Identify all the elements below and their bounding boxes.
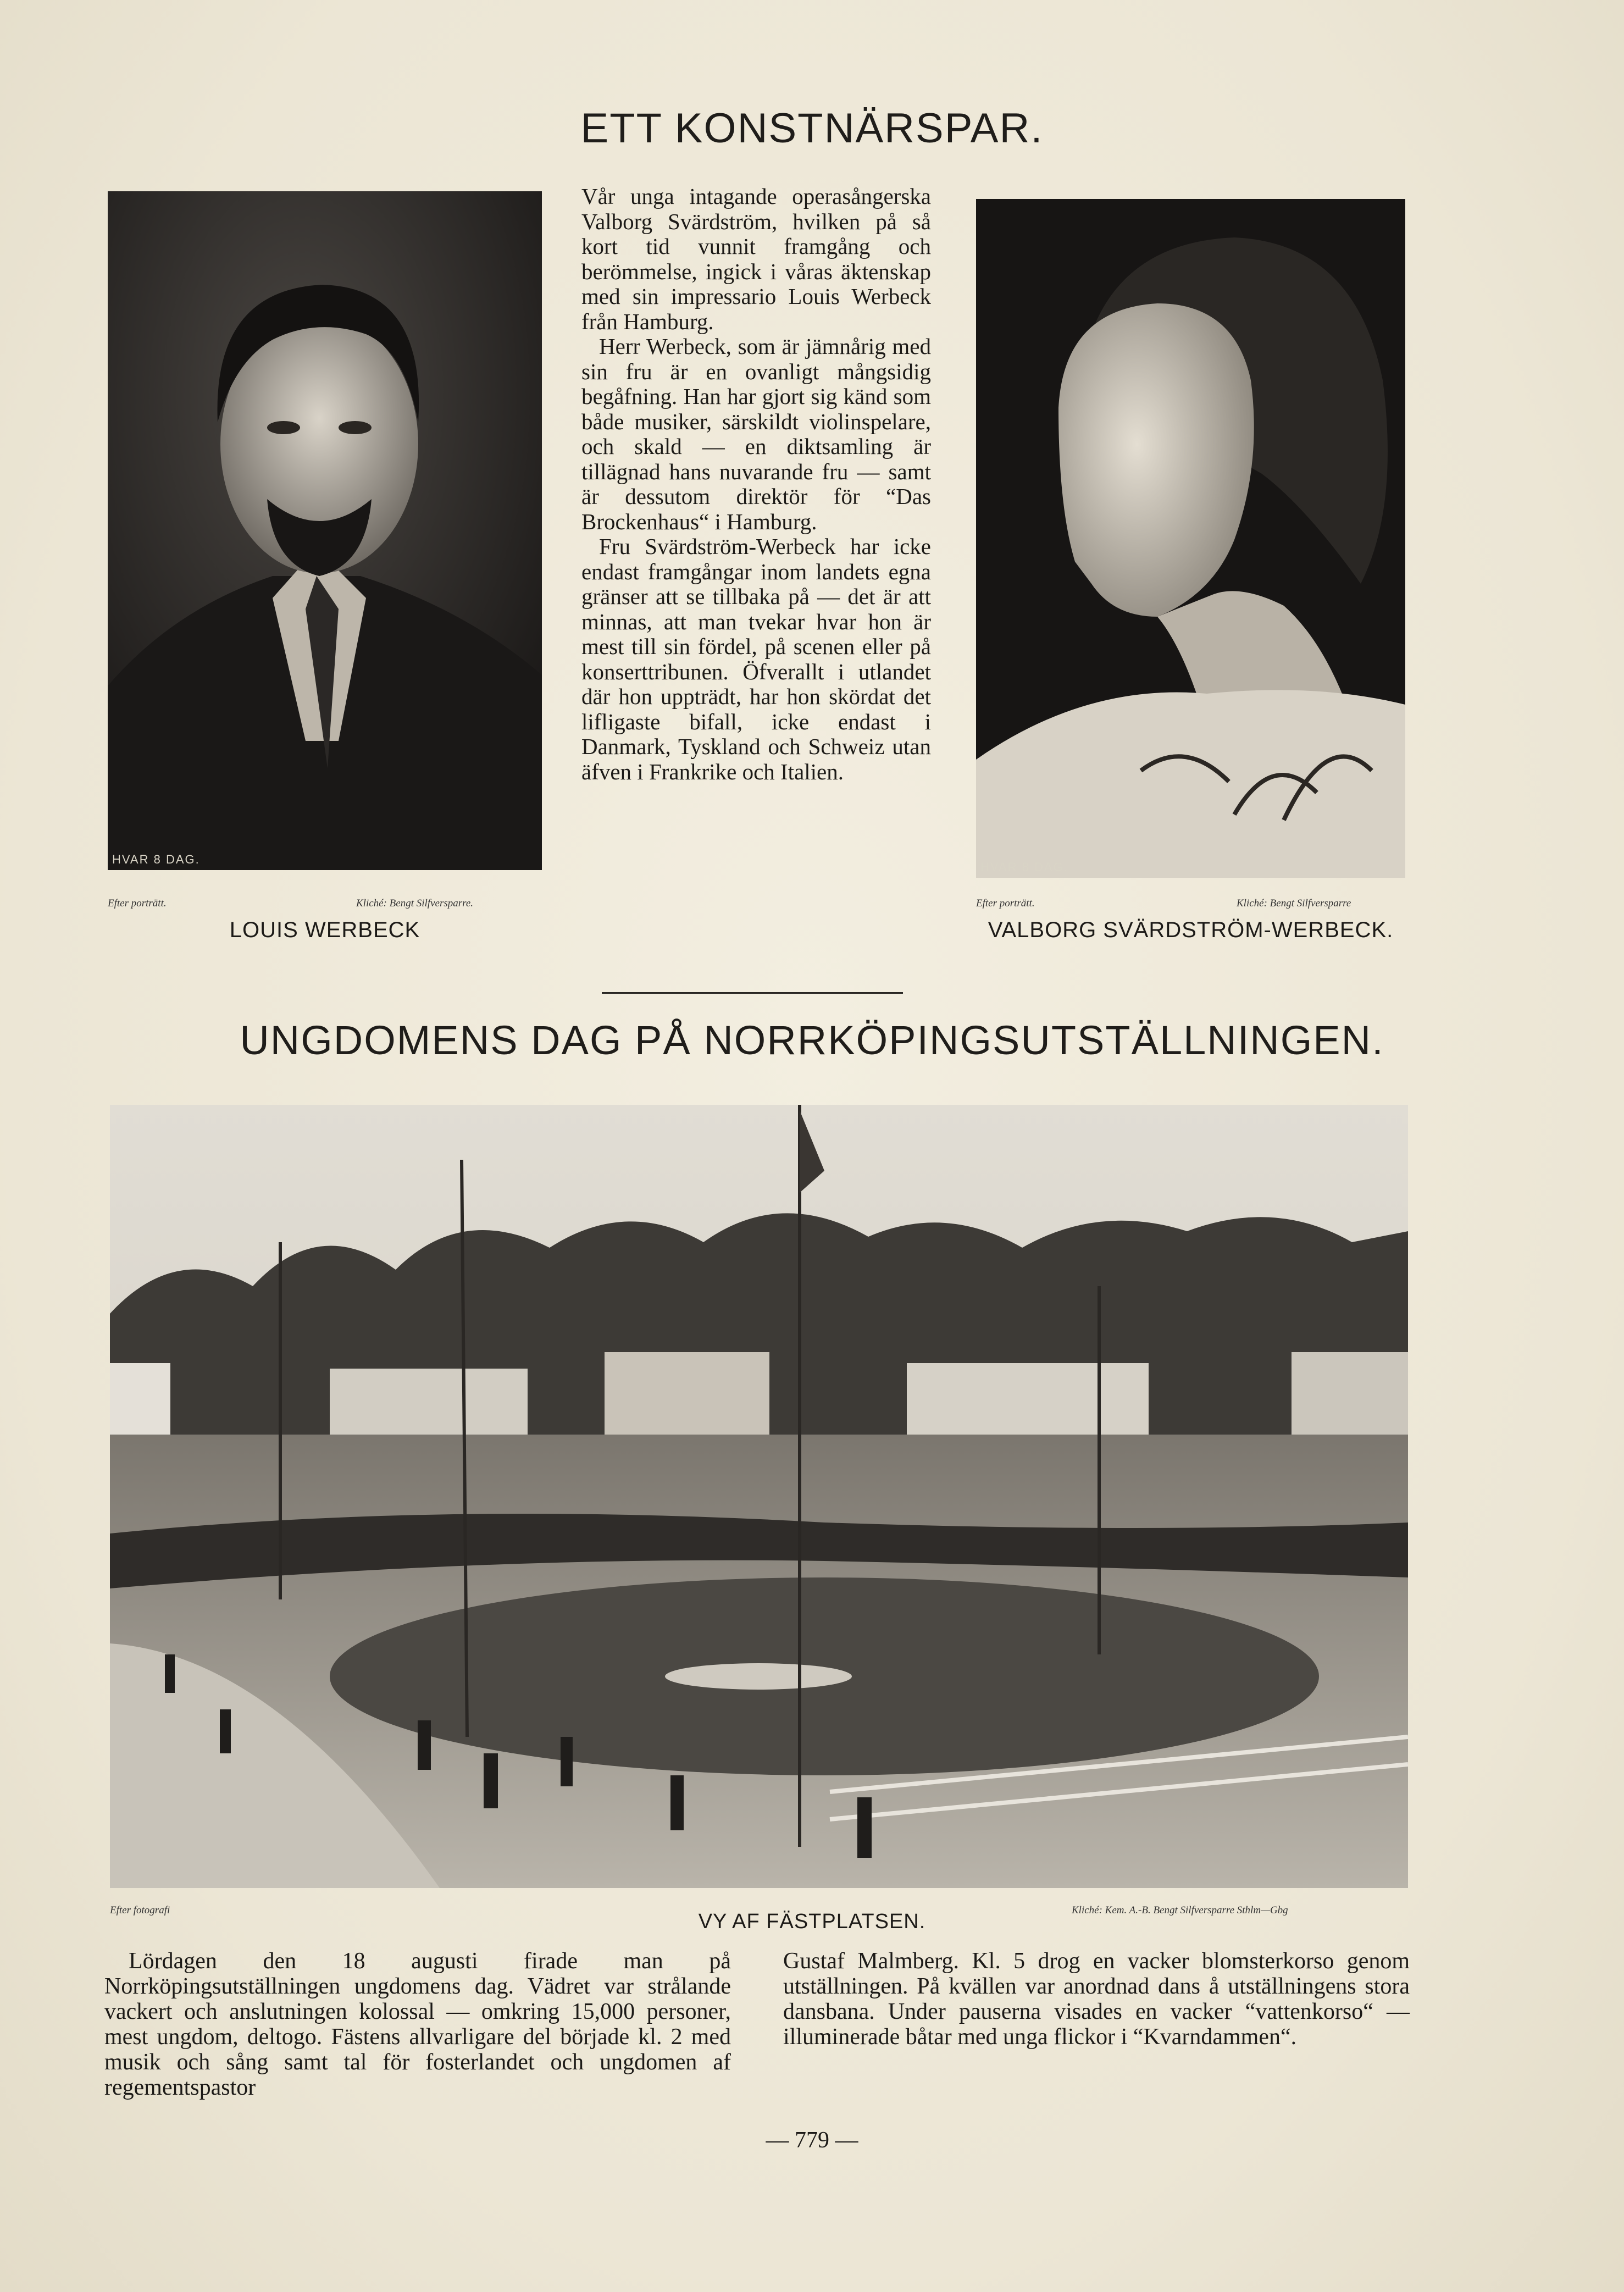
section-divider bbox=[602, 992, 903, 994]
portrait-louis-werbeck-image bbox=[108, 191, 542, 870]
article1-paragraph-1: Vår unga intagande operasångerska Valborg Svärdström, hvilken på så kort tid vunnit framgång och berömmelse, ingick i våras äktenskap med sin impressario Louis Werbeck från Hamburg. bbox=[581, 184, 931, 334]
article1-paragraph-3: Fru Svärdström-Werbeck har icke endast framgångar inom landets egna gränser att se tillbaka på — det är att minnas, att man tvekar hvar hon är mest till sin fördel, på scenen eller på konserttribunen. Öfverallt i utlandet där hon uppträdt, har hon skördat det lifligaste bifall, icke endast i Danmark, Tyskland och Schweiz utan äfven i Frankrike och Italien. bbox=[581, 534, 931, 784]
article2-column-right bbox=[783, 1948, 1410, 2050]
photo-watermark: HVAR 8 DAG. bbox=[112, 852, 200, 866]
article1-body bbox=[581, 184, 931, 784]
portrait-credit-right: Kliché: Bengt Silfversparre. bbox=[356, 898, 473, 909]
portrait-louis-werbeck bbox=[108, 191, 542, 870]
portrait-credit-left: Efter porträtt. bbox=[108, 898, 167, 909]
page-number: — 779 — bbox=[766, 2128, 858, 2153]
portrait-valborg-svardstrom bbox=[976, 199, 1405, 878]
article-title-ungdomens-dag: UNGDOMENS DAG PÅ NORRKÖPINGSUTSTÄLLNINGEN. bbox=[240, 1017, 1384, 1063]
photo-watermark: HVAR 8 DAG. bbox=[980, 860, 1068, 874]
article2-text-right: Gustaf Malmberg. Kl. 5 drog en vacker blomsterkorso genom utställningen. På kvällen var anordnad dans å utställningens stora dansbana. Under pauserna visades en vacker “vattenkorso“ — illuminerade båtar med unga flickor i “Kvarndammen“. bbox=[783, 1948, 1410, 2050]
photo-credit-right: Kliché: Kem. A.-B. Bengt Silfversparre Sthlm—Gbg bbox=[1072, 1905, 1288, 1916]
portrait-name-valborg-svardstrom: VALBORG SVÄRDSTRÖM-WERBECK. bbox=[988, 918, 1394, 942]
portrait-credit-left: Efter porträtt. bbox=[976, 898, 1035, 909]
article1-paragraph-2: Herr Werbeck, som är jämnårig med sin fru är en ovanligt mångsidig begåfning. Han har gjort sig känd som både musiker, särskildt violinspelare, och skald — en diktsamling är tillägnad hans nuvarande fru — samt är dessutom direktör för “Das Brockenhaus“ i Hamburg. bbox=[581, 334, 931, 534]
photo-caption: VY AF FÄSTPLATSEN. bbox=[698, 1910, 926, 1933]
article-title-konstnarspar: ETT KONSTNÄRSPAR. bbox=[580, 105, 1044, 152]
photo-credit-left: Efter fotografi bbox=[110, 1905, 170, 1916]
portrait-name-louis-werbeck: LOUIS WERBECK bbox=[229, 918, 420, 942]
portrait-credit-right: Kliché: Bengt Silfversparre bbox=[1237, 898, 1351, 909]
photo-festplatsen-image bbox=[110, 1105, 1408, 1888]
photo-festplatsen bbox=[110, 1105, 1408, 1888]
portrait-valborg-svardstrom-image bbox=[976, 199, 1405, 878]
article2-column-left bbox=[104, 1948, 731, 2100]
article2-text-left: Lördagen den 18 augusti firade man på Norrköpingsutställningen ungdomens dag. Vädret var strålande vackert och anslutningen kolossal — omkring 15,000 personer, mest ungdom, deltogo. Fästens allvarligare del började kl. 2 med musik och sång samt tal för fosterlandet och ungdomen af regementspastor bbox=[104, 1948, 731, 2100]
